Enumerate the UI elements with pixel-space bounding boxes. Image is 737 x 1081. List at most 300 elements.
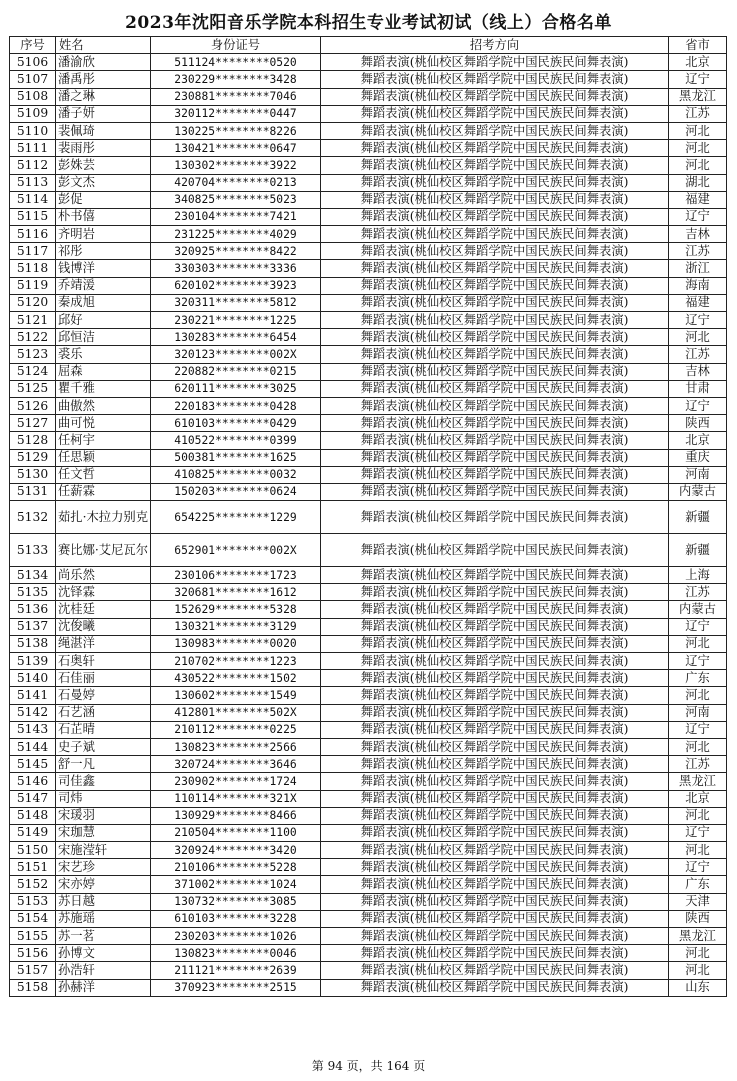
cell-direction: 舞蹈表演(桃仙校区舞蹈学院中国民族民间舞表演): [321, 807, 669, 824]
cell-no: 5147: [10, 790, 56, 807]
cell-no: 5124: [10, 363, 56, 380]
cell-province: 河北: [669, 807, 727, 824]
cell-direction: 舞蹈表演(桃仙校区舞蹈学院中国民族民间舞表演): [321, 226, 669, 243]
table-row: [10, 756, 727, 773]
cell-province: 辽宁: [669, 618, 727, 635]
table-row: [10, 363, 727, 380]
cell-direction: 舞蹈表演(桃仙校区舞蹈学院中国民族民间舞表演): [321, 721, 669, 738]
cell-direction: 舞蹈表演(桃仙校区舞蹈学院中国民族民间舞表演): [321, 567, 669, 584]
table-row: [10, 260, 727, 277]
cell-direction: 舞蹈表演(桃仙校区舞蹈学院中国民族民间舞表演): [321, 122, 669, 139]
cell-name: 沈铎霖: [56, 584, 151, 601]
cell-province: 江苏: [669, 105, 727, 122]
cell-id: 130283********6454: [151, 329, 321, 346]
cell-no: 5145: [10, 756, 56, 773]
cell-province: 北京: [669, 54, 727, 71]
cell-id: 652901********002X: [151, 534, 321, 567]
cell-name: 绳湛洋: [56, 635, 151, 652]
cell-id: 210106********5228: [151, 859, 321, 876]
cell-id: 130602********1549: [151, 687, 321, 704]
cell-province: 广东: [669, 670, 727, 687]
cell-id: 220882********0215: [151, 363, 321, 380]
cell-province: 黑龙江: [669, 88, 727, 105]
cell-direction: 舞蹈表演(桃仙校区舞蹈学院中国民族民间舞表演): [321, 294, 669, 311]
cell-name: 石曼婷: [56, 687, 151, 704]
cell-no: 5116: [10, 226, 56, 243]
cell-id: 231225********4029: [151, 226, 321, 243]
cell-direction: 舞蹈表演(桃仙校区舞蹈学院中国民族民间舞表演): [321, 140, 669, 157]
cell-name: 乔靖湲: [56, 277, 151, 294]
cell-name: 潘之琳: [56, 88, 151, 105]
cell-name: 任文哲: [56, 466, 151, 483]
cell-province: 内蒙古: [669, 483, 727, 500]
cell-id: 610103********3228: [151, 910, 321, 927]
table-row: [10, 501, 727, 534]
cell-direction: 舞蹈表演(桃仙校区舞蹈学院中国民族民间舞表演): [321, 157, 669, 174]
table-row: [10, 157, 727, 174]
cell-name: 沈俊曦: [56, 618, 151, 635]
cell-no: 5121: [10, 312, 56, 329]
cell-direction: 舞蹈表演(桃仙校区舞蹈学院中国民族民间舞表演): [321, 501, 669, 534]
cell-no: 5108: [10, 88, 56, 105]
cell-direction: 舞蹈表演(桃仙校区舞蹈学院中国民族民间舞表演): [321, 71, 669, 88]
cell-direction: 舞蹈表演(桃仙校区舞蹈学院中国民族民间舞表演): [321, 483, 669, 500]
cell-id: 370923********2515: [151, 979, 321, 996]
cell-name: 赛比娜·艾尼瓦尔: [56, 534, 151, 567]
cell-name: 宋亦婷: [56, 876, 151, 893]
cell-no: 5143: [10, 721, 56, 738]
table-row: [10, 105, 727, 122]
cell-name: 孙赫洋: [56, 979, 151, 996]
cell-id: 130823********0046: [151, 945, 321, 962]
cell-direction: 舞蹈表演(桃仙校区舞蹈学院中国民族民间舞表演): [321, 363, 669, 380]
cell-direction: 舞蹈表演(桃仙校区舞蹈学院中国民族民间舞表演): [321, 893, 669, 910]
cell-no: 5156: [10, 945, 56, 962]
cell-province: 内蒙古: [669, 601, 727, 618]
cell-no: 5118: [10, 260, 56, 277]
cell-id: 230229********3428: [151, 71, 321, 88]
cell-no: 5140: [10, 670, 56, 687]
cell-name: 潘渝欣: [56, 54, 151, 71]
cell-name: 邱好: [56, 312, 151, 329]
cell-no: 5111: [10, 140, 56, 157]
cell-id: 620102********3923: [151, 277, 321, 294]
table-row: [10, 842, 727, 859]
cell-province: 江苏: [669, 346, 727, 363]
cell-name: 屈森: [56, 363, 151, 380]
table-row: [10, 928, 727, 945]
table-row: [10, 687, 727, 704]
table-row: [10, 859, 727, 876]
cell-id: 320311********5812: [151, 294, 321, 311]
cell-name: 茹扎·木拉力别克: [56, 501, 151, 534]
cell-id: 230881********7046: [151, 88, 321, 105]
cell-direction: 舞蹈表演(桃仙校区舞蹈学院中国民族民间舞表演): [321, 653, 669, 670]
cell-name: 裘乐: [56, 346, 151, 363]
cell-province: 天津: [669, 893, 727, 910]
cell-province: 河北: [669, 945, 727, 962]
cell-no: 5113: [10, 174, 56, 191]
cell-id: 320924********3420: [151, 842, 321, 859]
cell-id: 130321********3129: [151, 618, 321, 635]
cell-no: 5138: [10, 635, 56, 652]
table-row: [10, 773, 727, 790]
cell-no: 5117: [10, 243, 56, 260]
cell-name: 孙博文: [56, 945, 151, 962]
table-row: [10, 534, 727, 567]
cell-direction: 舞蹈表演(桃仙校区舞蹈学院中国民族民间舞表演): [321, 773, 669, 790]
cell-province: 甘肃: [669, 380, 727, 397]
cell-name: 彭姝芸: [56, 157, 151, 174]
cell-id: 210504********1100: [151, 824, 321, 841]
cell-province: 重庆: [669, 449, 727, 466]
cell-name: 瞿千雅: [56, 380, 151, 397]
cell-no: 5126: [10, 397, 56, 414]
cell-id: 412801********502X: [151, 704, 321, 721]
cell-name: 裴佩琦: [56, 122, 151, 139]
cell-id: 320724********3646: [151, 756, 321, 773]
cell-no: 5127: [10, 415, 56, 432]
cell-id: 130823********2566: [151, 738, 321, 755]
cell-direction: 舞蹈表演(桃仙校区舞蹈学院中国民族民间舞表演): [321, 432, 669, 449]
table-row: [10, 807, 727, 824]
cell-province: 河北: [669, 122, 727, 139]
table-row: [10, 738, 727, 755]
cell-no: 5150: [10, 842, 56, 859]
table-row: [10, 704, 727, 721]
cell-direction: 舞蹈表演(桃仙校区舞蹈学院中国民族民间舞表演): [321, 979, 669, 996]
cell-province: 河北: [669, 738, 727, 755]
cell-id: 210112********0225: [151, 721, 321, 738]
cell-province: 湖北: [669, 174, 727, 191]
cell-province: 河北: [669, 157, 727, 174]
table-row: [10, 226, 727, 243]
cell-no: 5114: [10, 191, 56, 208]
cell-direction: 舞蹈表演(桃仙校区舞蹈学院中国民族民间舞表演): [321, 756, 669, 773]
cell-id: 371002********1024: [151, 876, 321, 893]
cell-direction: 舞蹈表演(桃仙校区舞蹈学院中国民族民间舞表演): [321, 534, 669, 567]
cell-name: 苏一茗: [56, 928, 151, 945]
cell-id: 500381********1625: [151, 449, 321, 466]
cell-id: 330303********3336: [151, 260, 321, 277]
cell-no: 5155: [10, 928, 56, 945]
cell-no: 5136: [10, 601, 56, 618]
cell-id: 320681********1612: [151, 584, 321, 601]
cell-direction: 舞蹈表演(桃仙校区舞蹈学院中国民族民间舞表演): [321, 415, 669, 432]
cell-id: 211121********2639: [151, 962, 321, 979]
cell-province: 河北: [669, 962, 727, 979]
cell-name: 曲可悦: [56, 415, 151, 432]
cell-no: 5132: [10, 501, 56, 534]
table-row: [10, 329, 727, 346]
table-row: [10, 88, 727, 105]
cell-no: 5130: [10, 466, 56, 483]
table-row: [10, 635, 727, 652]
cell-direction: 舞蹈表演(桃仙校区舞蹈学院中国民族民间舞表演): [321, 329, 669, 346]
column-header-province: 省市: [669, 37, 727, 54]
cell-province: 陕西: [669, 415, 727, 432]
table-row: [10, 466, 727, 483]
cell-direction: 舞蹈表演(桃仙校区舞蹈学院中国民族民间舞表演): [321, 243, 669, 260]
table-row: [10, 397, 727, 414]
cell-no: 5119: [10, 277, 56, 294]
cell-id: 420704********0213: [151, 174, 321, 191]
cell-name: 彭促: [56, 191, 151, 208]
table-row: [10, 294, 727, 311]
cell-province: 广东: [669, 876, 727, 893]
cell-id: 410825********0032: [151, 466, 321, 483]
table-row: [10, 483, 727, 500]
cell-id: 220183********0428: [151, 397, 321, 414]
cell-name: 宋瑗羽: [56, 807, 151, 824]
cell-direction: 舞蹈表演(桃仙校区舞蹈学院中国民族民间舞表演): [321, 174, 669, 191]
table-row: [10, 721, 727, 738]
cell-name: 齐明岩: [56, 226, 151, 243]
cell-no: 5109: [10, 105, 56, 122]
cell-direction: 舞蹈表演(桃仙校区舞蹈学院中国民族民间舞表演): [321, 54, 669, 71]
table-row: [10, 670, 727, 687]
cell-id: 320112********0447: [151, 105, 321, 122]
cell-province: 辽宁: [669, 71, 727, 88]
cell-no: 5128: [10, 432, 56, 449]
cell-id: 340825********5023: [151, 191, 321, 208]
table-row: [10, 618, 727, 635]
cell-direction: 舞蹈表演(桃仙校区舞蹈学院中国民族民间舞表演): [321, 260, 669, 277]
cell-name: 舒一凡: [56, 756, 151, 773]
cell-name: 苏日越: [56, 893, 151, 910]
cell-province: 辽宁: [669, 859, 727, 876]
table-header-row: [10, 37, 727, 54]
cell-name: 任柯宇: [56, 432, 151, 449]
table-row: [10, 140, 727, 157]
cell-name: 孙浩轩: [56, 962, 151, 979]
cell-province: 河南: [669, 466, 727, 483]
cell-province: 江苏: [669, 756, 727, 773]
cell-id: 320123********002X: [151, 346, 321, 363]
cell-name: 石佳丽: [56, 670, 151, 687]
cell-direction: 舞蹈表演(桃仙校区舞蹈学院中国民族民间舞表演): [321, 842, 669, 859]
cell-no: 5110: [10, 122, 56, 139]
cell-no: 5142: [10, 704, 56, 721]
cell-direction: 舞蹈表演(桃仙校区舞蹈学院中国民族民间舞表演): [321, 105, 669, 122]
table-row: [10, 601, 727, 618]
cell-no: 5154: [10, 910, 56, 927]
cell-no: 5112: [10, 157, 56, 174]
cell-no: 5146: [10, 773, 56, 790]
page-title: 2023年沈阳音乐学院本科招生专业考试初试（线上）合格名单: [125, 13, 612, 33]
cell-name: 司炜: [56, 790, 151, 807]
cell-province: 河北: [669, 635, 727, 652]
cell-name: 石艺涵: [56, 704, 151, 721]
cell-id: 654225********1229: [151, 501, 321, 534]
cell-no: 5120: [10, 294, 56, 311]
cell-name: 石芷晴: [56, 721, 151, 738]
cell-name: 祁彤: [56, 243, 151, 260]
cell-direction: 舞蹈表演(桃仙校区舞蹈学院中国民族民间舞表演): [321, 208, 669, 225]
cell-no: 5153: [10, 893, 56, 910]
cell-direction: 舞蹈表演(桃仙校区舞蹈学院中国民族民间舞表演): [321, 670, 669, 687]
page-number-footer: 第 94 页，共 164 页: [311, 1059, 426, 1073]
table-row: [10, 910, 727, 927]
cell-no: 5152: [10, 876, 56, 893]
cell-id: 130983********0020: [151, 635, 321, 652]
cell-direction: 舞蹈表演(桃仙校区舞蹈学院中国民族民间舞表演): [321, 88, 669, 105]
cell-id: 320925********8422: [151, 243, 321, 260]
cell-id: 610103********0429: [151, 415, 321, 432]
table-row: [10, 191, 727, 208]
cell-no: 5133: [10, 534, 56, 567]
cell-province: 江苏: [669, 584, 727, 601]
cell-province: 河北: [669, 329, 727, 346]
cell-id: 620111********3025: [151, 380, 321, 397]
cell-no: 5122: [10, 329, 56, 346]
column-header-no: 序号: [10, 37, 56, 54]
cell-name: 彭文杰: [56, 174, 151, 191]
cell-direction: 舞蹈表演(桃仙校区舞蹈学院中国民族民间舞表演): [321, 876, 669, 893]
table-row: [10, 893, 727, 910]
cell-id: 130225********8226: [151, 122, 321, 139]
table-row: [10, 415, 727, 432]
column-header-direction: 招考方向: [321, 37, 669, 54]
cell-id: 511124********0520: [151, 54, 321, 71]
cell-province: 上海: [669, 567, 727, 584]
cell-direction: 舞蹈表演(桃仙校区舞蹈学院中国民族民间舞表演): [321, 191, 669, 208]
cell-no: 5129: [10, 449, 56, 466]
cell-province: 江苏: [669, 243, 727, 260]
cell-direction: 舞蹈表演(桃仙校区舞蹈学院中国民族民间舞表演): [321, 397, 669, 414]
table-row: [10, 277, 727, 294]
cell-province: 福建: [669, 294, 727, 311]
table-row: [10, 346, 727, 363]
cell-province: 山东: [669, 979, 727, 996]
table-row: [10, 790, 727, 807]
cell-province: 辽宁: [669, 208, 727, 225]
cell-id: 230902********1724: [151, 773, 321, 790]
cell-id: 130732********3085: [151, 893, 321, 910]
cell-name: 钱博洋: [56, 260, 151, 277]
cell-no: 5157: [10, 962, 56, 979]
cell-name: 尚乐然: [56, 567, 151, 584]
cell-direction: 舞蹈表演(桃仙校区舞蹈学院中国民族民间舞表演): [321, 380, 669, 397]
table-row: [10, 824, 727, 841]
cell-direction: 舞蹈表演(桃仙校区舞蹈学院中国民族民间舞表演): [321, 928, 669, 945]
cell-direction: 舞蹈表演(桃仙校区舞蹈学院中国民族民间舞表演): [321, 584, 669, 601]
cell-id: 152629********5328: [151, 601, 321, 618]
table-row: [10, 653, 727, 670]
cell-province: 河北: [669, 687, 727, 704]
cell-direction: 舞蹈表演(桃仙校区舞蹈学院中国民族民间舞表演): [321, 277, 669, 294]
column-header-name: 姓名: [56, 37, 151, 54]
cell-no: 5115: [10, 208, 56, 225]
cell-id: 230221********1225: [151, 312, 321, 329]
cell-no: 5144: [10, 738, 56, 755]
table-row: [10, 174, 727, 191]
table-row: [10, 962, 727, 979]
cell-no: 5134: [10, 567, 56, 584]
cell-no: 5148: [10, 807, 56, 824]
cell-province: 陕西: [669, 910, 727, 927]
table-row: [10, 71, 727, 88]
cell-direction: 舞蹈表演(桃仙校区舞蹈学院中国民族民间舞表演): [321, 601, 669, 618]
cell-direction: 舞蹈表演(桃仙校区舞蹈学院中国民族民间舞表演): [321, 790, 669, 807]
cell-province: 河北: [669, 140, 727, 157]
cell-id: 130302********3922: [151, 157, 321, 174]
cell-name: 曲傲然: [56, 397, 151, 414]
cell-province: 吉林: [669, 226, 727, 243]
cell-name: 潘禹彤: [56, 71, 151, 88]
cell-direction: 舞蹈表演(桃仙校区舞蹈学院中国民族民间舞表演): [321, 738, 669, 755]
table-row: [10, 432, 727, 449]
cell-no: 5106: [10, 54, 56, 71]
cell-province: 河北: [669, 842, 727, 859]
cell-direction: 舞蹈表演(桃仙校区舞蹈学院中国民族民间舞表演): [321, 635, 669, 652]
cell-id: 130929********8466: [151, 807, 321, 824]
column-header-id: 身份证号: [151, 37, 321, 54]
cell-direction: 舞蹈表演(桃仙校区舞蹈学院中国民族民间舞表演): [321, 312, 669, 329]
roster-table: [9, 36, 727, 997]
table-row: [10, 584, 727, 601]
cell-name: 宋施滢轩: [56, 842, 151, 859]
cell-name: 司佳鑫: [56, 773, 151, 790]
cell-name: 邱恒洁: [56, 329, 151, 346]
cell-province: 河南: [669, 704, 727, 721]
cell-province: 新疆: [669, 501, 727, 534]
cell-no: 5125: [10, 380, 56, 397]
cell-name: 任思颖: [56, 449, 151, 466]
cell-no: 5141: [10, 687, 56, 704]
cell-id: 430522********1502: [151, 670, 321, 687]
table-row: [10, 122, 727, 139]
cell-id: 410522********0399: [151, 432, 321, 449]
cell-no: 5131: [10, 483, 56, 500]
cell-name: 秦成旭: [56, 294, 151, 311]
cell-direction: 舞蹈表演(桃仙校区舞蹈学院中国民族民间舞表演): [321, 859, 669, 876]
cell-province: 浙江: [669, 260, 727, 277]
table-row: [10, 380, 727, 397]
cell-direction: 舞蹈表演(桃仙校区舞蹈学院中国民族民间舞表演): [321, 824, 669, 841]
cell-province: 黑龙江: [669, 773, 727, 790]
cell-name: 裴雨彤: [56, 140, 151, 157]
cell-no: 5123: [10, 346, 56, 363]
table-row: [10, 979, 727, 996]
cell-name: 宋珈慧: [56, 824, 151, 841]
table-row: [10, 312, 727, 329]
cell-no: 5135: [10, 584, 56, 601]
cell-id: 230106********1723: [151, 567, 321, 584]
cell-province: 辽宁: [669, 397, 727, 414]
table-row: [10, 243, 727, 260]
cell-province: 吉林: [669, 363, 727, 380]
cell-id: 130421********0647: [151, 140, 321, 157]
cell-name: 朴书僖: [56, 208, 151, 225]
cell-province: 辽宁: [669, 824, 727, 841]
cell-id: 150203********0624: [151, 483, 321, 500]
cell-no: 5158: [10, 979, 56, 996]
cell-direction: 舞蹈表演(桃仙校区舞蹈学院中国民族民间舞表演): [321, 466, 669, 483]
cell-direction: 舞蹈表演(桃仙校区舞蹈学院中国民族民间舞表演): [321, 962, 669, 979]
cell-direction: 舞蹈表演(桃仙校区舞蹈学院中国民族民间舞表演): [321, 449, 669, 466]
cell-id: 110114********321X: [151, 790, 321, 807]
cell-name: 潘子妍: [56, 105, 151, 122]
cell-no: 5107: [10, 71, 56, 88]
table-body: [10, 54, 727, 997]
cell-id: 230104********7421: [151, 208, 321, 225]
table-row: [10, 208, 727, 225]
cell-direction: 舞蹈表演(桃仙校区舞蹈学院中国民族民间舞表演): [321, 910, 669, 927]
cell-name: 苏施瑶: [56, 910, 151, 927]
cell-no: 5139: [10, 653, 56, 670]
cell-province: 辽宁: [669, 312, 727, 329]
